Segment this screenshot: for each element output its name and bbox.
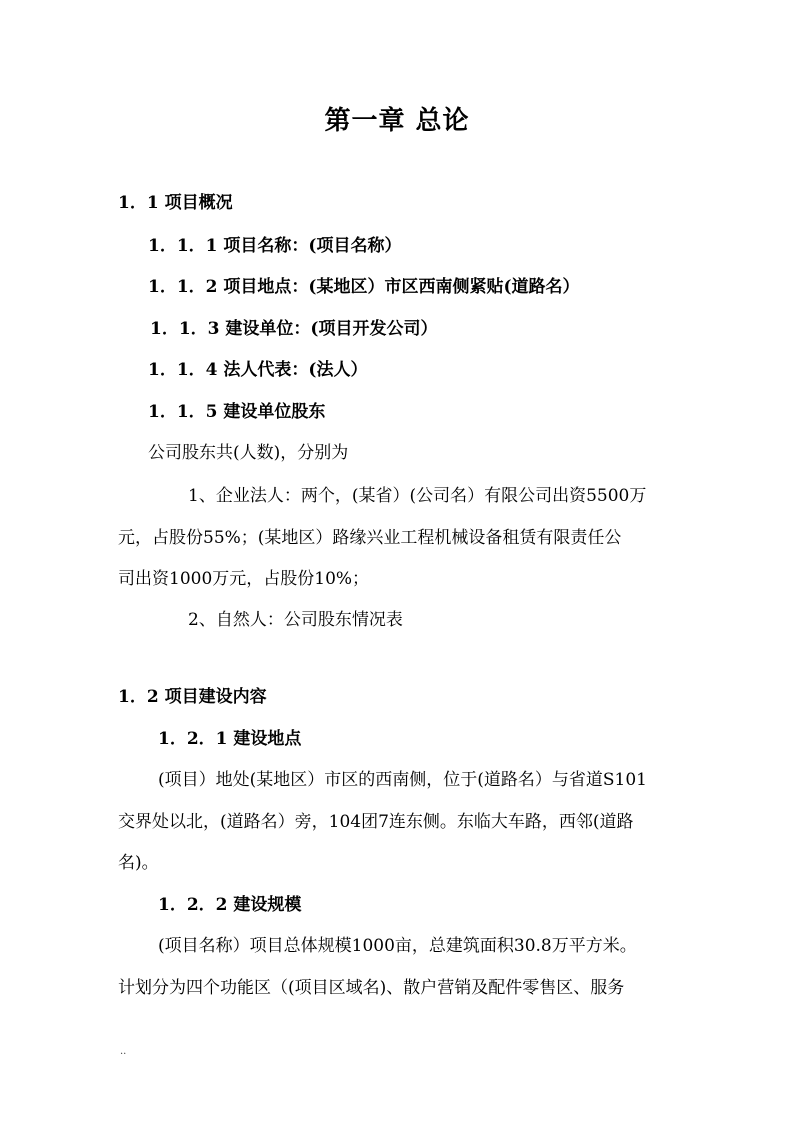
section-1-1-2-heading: 1．1．2 项目地点：(某地区）市区西南侧紧贴(道路名） [148, 277, 580, 297]
section-1-1-4-heading: 1．1．4 法人代表：(法人） [148, 360, 368, 380]
section-1-1-5-heading: 1．1．5 建设单位股东 [148, 402, 326, 422]
footer-mark: .. [120, 1046, 127, 1057]
scale-paragraph-line-1: (项目名称）项目总体规模1000亩，总建筑面积30.8万平方米。 [158, 936, 637, 956]
section-1-2-1-heading: 1．2．1 建设地点 [158, 729, 302, 749]
scale-paragraph-line-2: 计划分为四个功能区（(项目区域名)、散户营销及配件零售区、服务 [118, 978, 625, 998]
shareholder-item-1-line-3: 司出资1000万元，占股份10%； [118, 569, 370, 589]
location-paragraph-line-3: 名)。 [118, 853, 159, 873]
shareholder-item-1-line-2: 元，占股份55%；(某地区）路缘兴业工程机械设备租赁有限责任公 [118, 528, 622, 548]
location-paragraph-line-2: 交界处以北，(道路名）旁，104团7连东侧。东临大车路，西邻(道路 [118, 812, 634, 832]
shareholders-paragraph: 公司股东共(人数)，分别为 [148, 443, 349, 463]
section-1-1-3-heading: 1．1．3 建设单位：(项目开发公司） [150, 319, 438, 339]
location-paragraph-line-1: (项目）地处(某地区）市区的西南侧，位于(道路名）与省道S101 [158, 770, 647, 790]
shareholder-item-1-line-1: 1、企业法人：两个，(某省）(公司名）有限公司出资5500万 [188, 486, 647, 506]
shareholder-item-2: 2、自然人：公司股东情况表 [188, 610, 403, 630]
section-1-1-heading: 1．1 项目概况 [118, 193, 233, 213]
section-1-2-heading: 1．2 项目建设内容 [118, 687, 267, 707]
chapter-title: 第一章 总论 [324, 106, 470, 136]
section-1-1-1-heading: 1．1．1 项目名称：(项目名称） [148, 236, 402, 256]
section-1-2-2-heading: 1．2．2 建设规模 [158, 895, 302, 915]
